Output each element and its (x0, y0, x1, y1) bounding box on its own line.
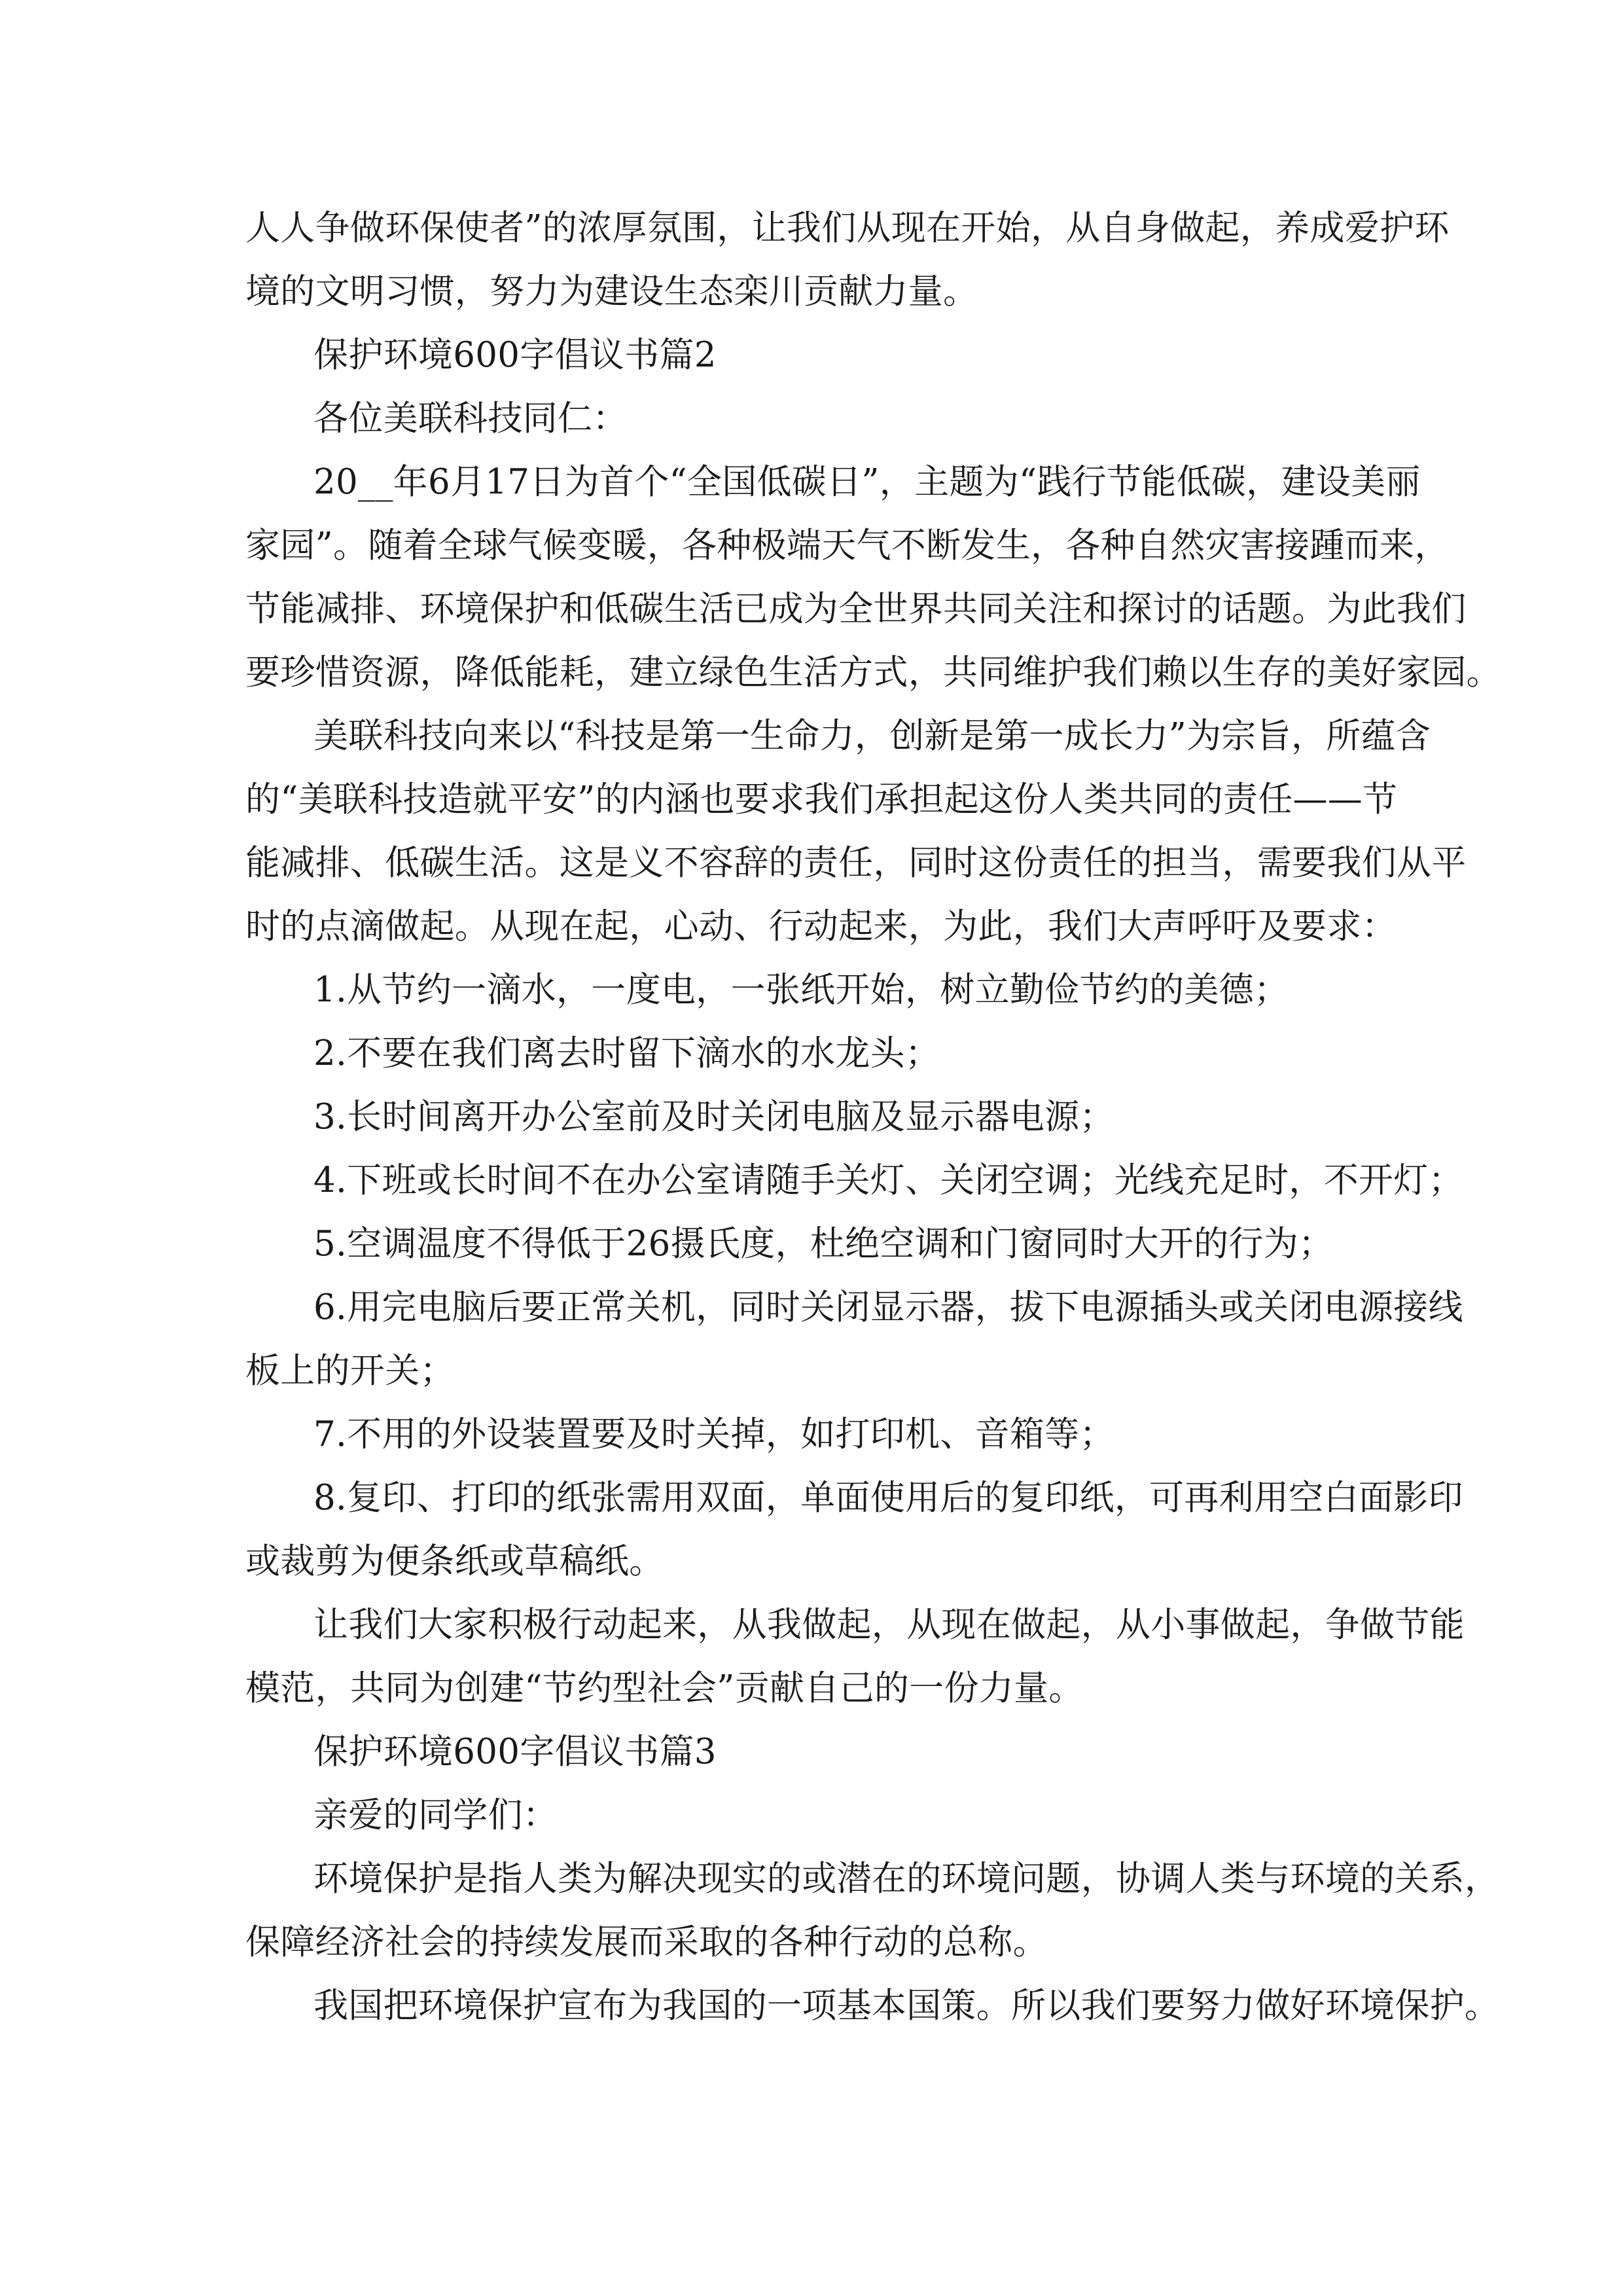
text-line: 20__年6月17日为首个“全国低碳日”，主题为“践行节能低碳，建设美丽 (313, 462, 1421, 502)
salutation: 亲爱的同学们： (313, 1795, 558, 1835)
text-line: 我国把环境保护宣布为我国的一项基本国策。所以我们要努力做好环境保护。 (313, 1986, 1500, 2026)
list-item: 8.复印、打印的纸张需用双面，单面使用后的复印纸，可再利用空白面影印 (313, 1478, 1463, 1518)
section-heading: 保护环境600字倡议书篇3 (313, 1732, 717, 1772)
text-line: 能减排、低碳生活。这是义不容辞的责任，同时这份责任的担当，需要我们从平 (245, 843, 1467, 883)
section-heading: 保护环境600字倡议书篇2 (313, 335, 717, 375)
text-line: 要珍惜资源，降低能耗，建立绿色生活方式，共同维护我们赖以生存的美好家园。 (245, 653, 1501, 692)
text-line: 的“美联科技造就平安”的内涵也要求我们承担起这份人类共同的责任——节 (245, 780, 1398, 819)
text-line: 家园”。随着全球气候变暖，各种极端天气不断发生，各种自然灾害接踵而来， (245, 526, 1450, 565)
list-item: 2.不要在我们离去时留下滴水的水龙头； (313, 1033, 940, 1073)
text-line: 时的点滴做起。从现在起，心动、行动起来，为此，我们大声呼吁及要求： (245, 906, 1397, 946)
list-item: 5.空调温度不得低于26摄氏度，杜绝空调和门窗同时大开的行为； (313, 1224, 1334, 1264)
text-line: 让我们大家积极行动起来，从我做起，从现在做起，从小事做起，争做节能 (313, 1605, 1465, 1645)
text-line: 模范，共同为创建“节约型社会”贡献自己的一份力量。 (245, 1668, 1084, 1708)
text-line: 美联科技向来以“科技是第一生命力，创新是第一成长力”为宗旨，所蕴含 (313, 716, 1431, 756)
text-line: 保障经济社会的持续发展而采取的各种行动的总称。 (245, 1922, 1048, 1962)
text-line: 人人争做环保使者”的浓厚氛围，让我们从现在开始，从自身做起，养成爱护环 (245, 208, 1450, 248)
text-line: 境的文明习惯，努力为建设生态栾川贡献力量。 (245, 272, 978, 312)
list-item: 4.下班或长时间不在办公室请随手关灯、关闭空调；光线充足时，不开灯； (313, 1160, 1463, 1200)
list-item: 6.用完电脑后要正常关机，同时关闭显示器，拔下电源插头或关闭电源接线 (313, 1287, 1463, 1327)
list-item: 3.长时间离开办公室前及时关闭电脑及显示器电源； (313, 1097, 1115, 1137)
document-body (245, 196, 1501, 2037)
text-line: 环境保护是指人类为解决现实的或潜在的环境问题，协调人类与环境的关系， (313, 1859, 1500, 1899)
list-item: 7.不用的外设装置要及时关掉，如打印机、音箱等； (313, 1414, 1115, 1454)
salutation: 各位美联科技同仁： (313, 399, 628, 439)
text-line: 板上的开关； (245, 1351, 455, 1391)
list-item: 1.从节约一滴水，一度电，一张纸开始，树立勤俭节约的美德； (313, 970, 1289, 1010)
text-line: 节能减排、环境保护和低碳生活已成为全世界共同关注和探讨的话题。为此我们 (245, 589, 1467, 629)
text-line: 或裁剪为便条纸或草稿纸。 (245, 1541, 664, 1581)
